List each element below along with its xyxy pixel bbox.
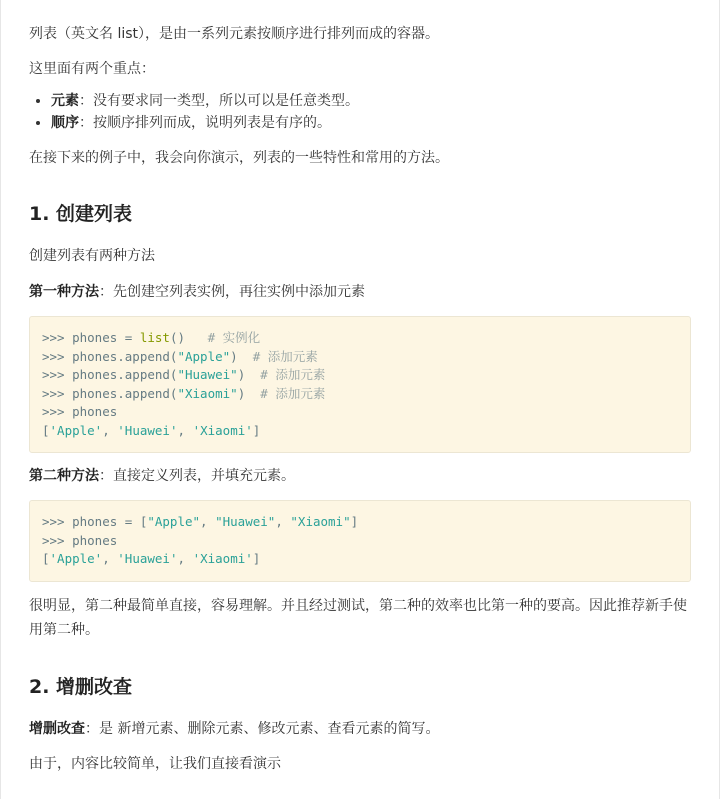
code-token: "Apple" [147, 514, 201, 529]
code-block-2 [29, 500, 691, 582]
crud-note: 由于，内容比较简单，让我们直接看演示 [29, 755, 281, 772]
code-line [42, 550, 678, 569]
term: 增删改查 [29, 720, 85, 737]
term: 顺序 [51, 115, 79, 131]
points-intro: 这里面有两个重点： [29, 61, 155, 77]
code-token: ] [252, 422, 261, 438]
code-token: , [275, 514, 291, 529]
code-token: , [200, 514, 216, 529]
code-token: [ [42, 551, 50, 566]
code-line [42, 385, 678, 404]
code-token: 'Apple' [49, 422, 103, 438]
description: ：按顺序排列而成，说明列表是有序的。 [79, 115, 331, 131]
method1-text [29, 281, 691, 303]
code-token: "Apple" [177, 348, 231, 364]
code-line [42, 329, 678, 348]
code-token: 'Xiaomi' [192, 551, 253, 566]
code-line [42, 348, 678, 367]
code-line [42, 532, 678, 551]
code-token: ) [230, 348, 253, 364]
code-token: 'Xiaomi' [192, 422, 253, 438]
code-token: "Huawei" [177, 367, 238, 382]
code-token: list [139, 330, 170, 345]
code-token: , [102, 422, 118, 438]
code-token: # 实例化 [207, 330, 261, 345]
description: ：没有要求同一类型，所以可以是任意类型。 [79, 93, 359, 109]
code-token: , [177, 551, 193, 566]
section-desc: 创建列表有两种方法 [29, 248, 155, 264]
code-token: 'Huawei' [117, 422, 178, 438]
code-token: () [169, 330, 208, 345]
code-token: >>> phones.append( [42, 348, 178, 364]
code-token: ) [237, 385, 261, 401]
code-token: "Xiaomi" [177, 385, 238, 401]
conclusion-text: 很明显，第二种最简单直接，容易理解。并且经过测试，第二种的效率也比第一种的要高。因此推荐新手使用第二种。 [29, 597, 687, 638]
code-token: # 添加元素 [260, 385, 326, 401]
code-token: >>> phones [42, 532, 118, 548]
code-token: # 添加元素 [252, 348, 318, 364]
code-token: >>> phones = [ [42, 514, 148, 529]
code-line [42, 422, 678, 441]
code-token: >>> phones.append( [42, 367, 178, 382]
intro-text: 列表（英文名 list），是由一系列元素按顺序进行排列而成的容器。 [29, 26, 440, 42]
method2-text [29, 465, 691, 487]
code-line [42, 403, 678, 422]
code-block-1 [29, 316, 691, 453]
crud-definition [29, 718, 691, 740]
code-token: >>> phones [42, 404, 118, 419]
code-line [42, 366, 678, 385]
demo-intro: 在接下来的例子中，我会向你演示，列表的一些特性和常用的方法。 [29, 150, 449, 166]
description: ：是 新增元素、删除元素、修改元素、查看元素的简写。 [85, 720, 440, 737]
code-token: "Xiaomi" [290, 514, 351, 529]
code-token: , [177, 422, 193, 438]
code-token: [ [42, 422, 50, 438]
section-heading-create-list: 1. 创建列表 [29, 203, 133, 225]
description: ：先创建空列表实例，再往实例中添加元素 [99, 284, 365, 300]
code-token: 'Apple' [49, 551, 103, 566]
code-line [42, 513, 678, 532]
term: 第二种方法 [29, 468, 99, 484]
code-token: 'Huawei' [117, 551, 178, 566]
code-token: ] [350, 514, 359, 529]
code-token: "Huawei" [215, 514, 276, 529]
code-token: >>> phones.append( [42, 385, 178, 401]
key-points-list [29, 90, 691, 134]
section-heading-crud: 2. 增删改查 [29, 675, 133, 698]
code-token: >>> phones = [42, 330, 140, 345]
code-token: # 添加元素 [260, 367, 326, 382]
code-token: ) [237, 367, 261, 382]
code-token: , [102, 551, 118, 566]
list-item [51, 112, 691, 134]
code-token: ] [252, 551, 261, 566]
description: ：直接定义列表，并填充元素。 [99, 468, 295, 484]
term: 元素 [51, 93, 79, 109]
list-item [51, 90, 691, 112]
term: 第一种方法 [29, 284, 99, 300]
